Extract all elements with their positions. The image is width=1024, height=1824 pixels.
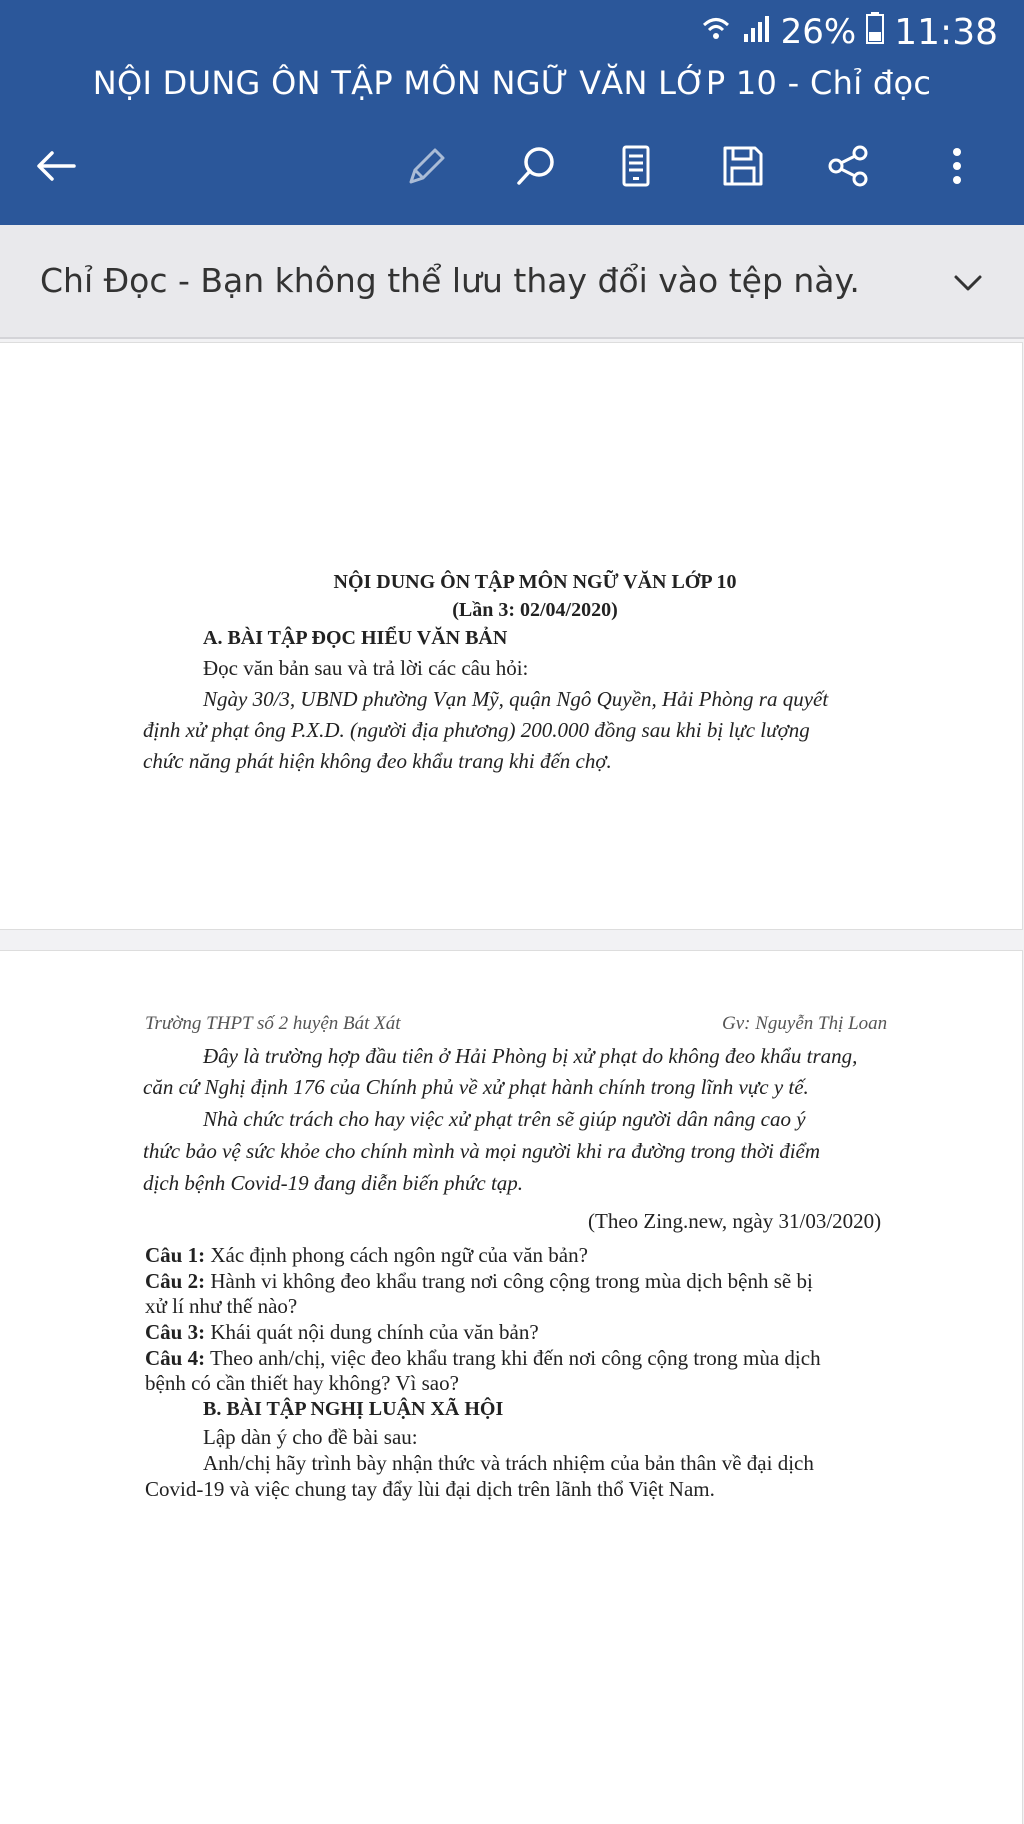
page-header-teacher: Gv: Nguyễn Thị Loan bbox=[722, 1013, 888, 1034]
instruction-text: Đọc văn bản sau và trả lời các câu hỏi: bbox=[203, 656, 529, 680]
reading-view-icon bbox=[612, 142, 660, 195]
passage-line: thức bảo vệ sức khỏe cho chính mình và mọi người khi ra đường trong thời điểm bbox=[143, 1139, 821, 1163]
section-b-prompt: Anh/chị hãy trình bày nhận thức và trách nhiệm của bản thân về đại dịch bbox=[203, 1451, 814, 1475]
passage-line: chức năng phát hiện không đeo khẩu trang khi đến chợ. bbox=[143, 749, 612, 773]
question-3 bbox=[145, 1320, 539, 1345]
section-b-heading: B. BÀI TẬP NGHỊ LUẬN XÃ HỘI bbox=[203, 1398, 504, 1420]
passage-line: Nhà chức trách cho hay việc xử phạt trên sẽ giúp người dân nâng cao ý bbox=[203, 1107, 806, 1131]
question-4 bbox=[145, 1346, 821, 1371]
back-button[interactable] bbox=[26, 138, 86, 198]
section-a-heading: A. BÀI TẬP ĐỌC HIỂU VĂN BẢN bbox=[203, 627, 508, 649]
edit-pencil-icon bbox=[403, 142, 451, 195]
clock: 11:38 bbox=[894, 11, 998, 53]
question-text: Hành vi không đeo khẩu trang nơi công cộng trong mùa dịch bệnh sẽ bị bbox=[205, 1269, 813, 1293]
wifi-icon bbox=[701, 12, 731, 53]
status-bar bbox=[701, 12, 998, 52]
passage-line: định xử phạt ông P.X.D. (người địa phương) 200.000 đồng sau khi bị lực lượng bbox=[143, 718, 810, 742]
document-title: NỘI DUNG ÔN TẬP MÔN NGỮ VĂN LỚP 10 - Chỉ đọc bbox=[92, 64, 932, 102]
save-button[interactable] bbox=[713, 138, 773, 198]
question-text: Xác định phong cách ngôn ngữ của văn bản? bbox=[205, 1243, 588, 1267]
question-text: Khái quát nội dung chính của văn bản? bbox=[205, 1320, 539, 1344]
save-icon bbox=[719, 142, 767, 195]
chevron-down-icon bbox=[946, 292, 990, 309]
signal-icon bbox=[741, 12, 771, 53]
source-citation: (Theo Zing.new, ngày 31/03/2020) bbox=[588, 1209, 882, 1233]
question-label: Câu 1: bbox=[145, 1243, 206, 1267]
app-bar bbox=[0, 0, 1024, 225]
question-label: Câu 3: bbox=[145, 1320, 206, 1344]
share-button[interactable] bbox=[818, 138, 878, 198]
search-button[interactable] bbox=[506, 138, 566, 198]
search-icon bbox=[512, 142, 560, 195]
read-only-banner bbox=[0, 225, 1024, 339]
passage-line: căn cứ Nghị định 176 của Chính phủ về xử phạt hành chính trong lĩnh vực y tế. bbox=[143, 1075, 809, 1099]
question-label: Câu 4: bbox=[145, 1346, 206, 1370]
doc-heading: NỘI DUNG ÔN TẬP MÔN NGỮ VĂN LỚP 10 bbox=[333, 571, 737, 593]
passage-line: Đây là trường hợp đầu tiên ở Hải Phòng bị xử phạt do không đeo khẩu trang, bbox=[203, 1044, 858, 1068]
doc-subheading: (Lần 3: 02/04/2020) bbox=[452, 599, 618, 621]
document-page-1 bbox=[0, 343, 1022, 929]
question-text: Theo anh/chị, việc đeo khẩu trang khi đến nơi công cộng trong mùa dịch bbox=[205, 1346, 821, 1370]
question-2 bbox=[145, 1269, 813, 1294]
page-header-school: Trường THPT số 2 huyện Bát Xát bbox=[145, 1013, 401, 1034]
question-4-cont: bệnh có cần thiết hay không? Vì sao? bbox=[145, 1371, 459, 1395]
question-label: Câu 2: bbox=[145, 1269, 206, 1293]
passage-line: Ngày 30/3, UBND phường Vạn Mỹ, quận Ngô Quyền, Hải Phòng ra quyết bbox=[203, 687, 829, 711]
more-options-button[interactable] bbox=[927, 138, 987, 198]
question-2-cont: xử lí như thế nào? bbox=[145, 1294, 298, 1318]
toolbar bbox=[0, 130, 1024, 206]
back-arrow-icon bbox=[32, 142, 80, 195]
banner-expand-button[interactable] bbox=[946, 261, 990, 305]
more-icon bbox=[933, 142, 981, 195]
read-only-message: Chỉ Đọc - Bạn không thể lưu thay đổi vào tệp này. bbox=[40, 261, 860, 300]
reading-view-button[interactable] bbox=[606, 138, 666, 198]
battery-percent: 26% bbox=[780, 12, 857, 52]
document-page-2 bbox=[0, 951, 1022, 1824]
passage-line: dịch bệnh Covid-19 đang diễn biến phức tạp. bbox=[143, 1171, 524, 1195]
question-1 bbox=[145, 1243, 588, 1268]
section-b-instruction: Lập dàn ý cho đề bài sau: bbox=[203, 1425, 418, 1449]
share-icon bbox=[824, 142, 872, 195]
battery-icon bbox=[866, 12, 884, 53]
section-b-prompt-cont: Covid-19 và việc chung tay đẩy lùi đại dịch trên lãnh thổ Việt Nam. bbox=[145, 1477, 715, 1501]
edit-button[interactable] bbox=[397, 138, 457, 198]
